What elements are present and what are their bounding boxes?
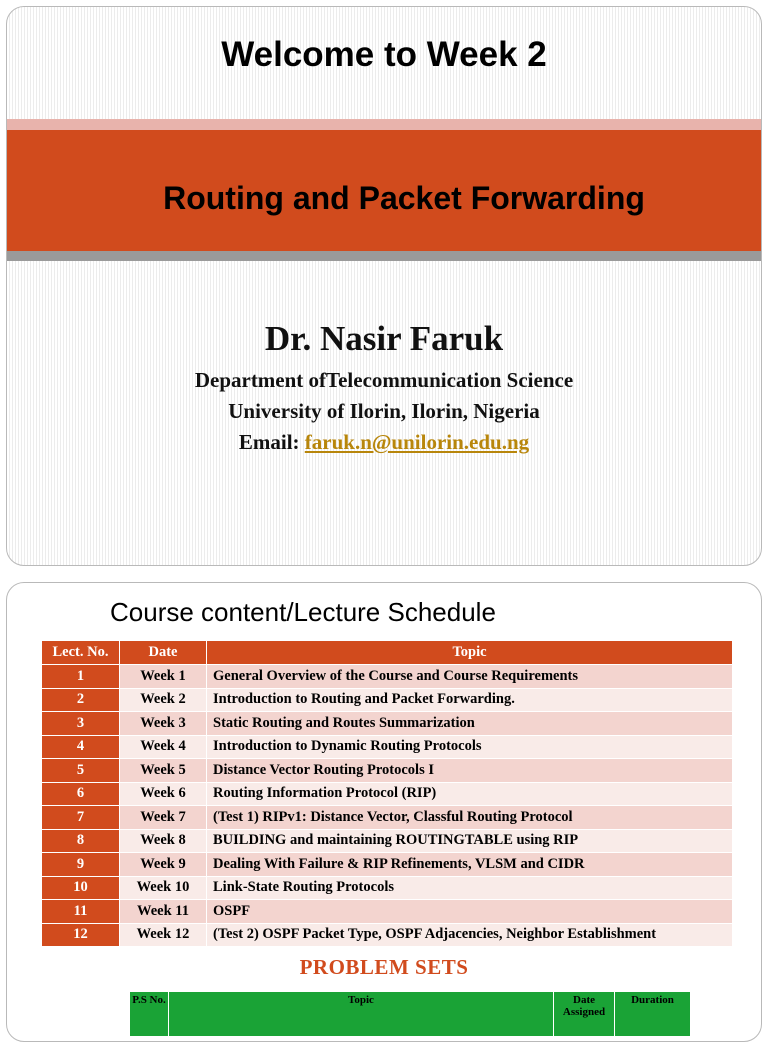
header-lect-no: Lect. No. [42, 641, 120, 665]
lect-no-cell: 7 [42, 806, 120, 830]
table-row [42, 900, 733, 924]
lect-no-cell: 4 [42, 735, 120, 759]
topic-cell: Static Routing and Routes Summarization [207, 712, 733, 736]
lect-no-cell: 6 [42, 782, 120, 806]
table-row [42, 688, 733, 712]
accent-band-bottom [7, 251, 761, 261]
date-cell: Week 8 [120, 829, 207, 853]
title-slide [6, 6, 762, 566]
lect-no-cell: 8 [42, 829, 120, 853]
header-ps-topic: Topic [169, 992, 554, 1037]
topic-cell: Routing Information Protocol (RIP) [207, 782, 733, 806]
date-cell: Week 4 [120, 735, 207, 759]
table-row [42, 829, 733, 853]
table-header-row [42, 641, 733, 665]
topic-cell: (Test 1) RIPv1: Distance Vector, Classful Routing Protocol [207, 806, 733, 830]
problem-sets-table [129, 991, 691, 1037]
lect-no-cell: 9 [42, 853, 120, 877]
date-cell: Week 9 [120, 853, 207, 877]
welcome-heading: Welcome to Week 2 [221, 35, 547, 74]
department-line: Department ofTelecommunication Science [194, 368, 574, 392]
date-cell: Week 7 [120, 806, 207, 830]
problem-sets-title: PROBLEM SETS [299, 955, 469, 979]
lecture-schedule-table [41, 640, 733, 947]
table-row [42, 876, 733, 900]
lect-no-cell: 1 [42, 665, 120, 689]
topic-cell: General Overview of the Course and Course Requirements [207, 665, 733, 689]
lect-no-cell: 12 [42, 923, 120, 947]
date-cell: Week 6 [120, 782, 207, 806]
date-cell: Week 10 [120, 876, 207, 900]
topic-cell: Introduction to Dynamic Routing Protocols [207, 735, 733, 759]
lect-no-cell: 10 [42, 876, 120, 900]
table-row [42, 712, 733, 736]
header-date-assigned: Date Assigned [554, 992, 615, 1037]
university-line: University of Ilorin, Ilorin, Nigeria [228, 399, 540, 423]
table-row [42, 853, 733, 877]
date-cell: Week 11 [120, 900, 207, 924]
topic-cell: Introduction to Routing and Packet Forwarding. [207, 688, 733, 712]
date-cell: Week 1 [120, 665, 207, 689]
topic-cell: (Test 2) OSPF Packet Type, OSPF Adjacencies, Neighbor Establishment [207, 923, 733, 947]
lect-no-cell: 5 [42, 759, 120, 783]
date-cell: Week 12 [120, 923, 207, 947]
date-cell: Week 5 [120, 759, 207, 783]
header-date: Date [120, 641, 207, 665]
problem-sets-header-row [130, 992, 691, 1037]
date-cell: Week 3 [120, 712, 207, 736]
lecture-subtitle: Routing and Packet Forwarding [163, 180, 645, 216]
header-ps-no: P.S No. [130, 992, 169, 1037]
schedule-slide [6, 582, 762, 1042]
date-cell: Week 2 [120, 688, 207, 712]
lect-no-cell: 3 [42, 712, 120, 736]
author-info [7, 365, 761, 458]
topic-cell: BUILDING and maintaining ROUTINGTABLE using RIP [207, 829, 733, 853]
table-row [42, 759, 733, 783]
topic-cell: OSPF [207, 900, 733, 924]
topic-cell: Link-State Routing Protocols [207, 876, 733, 900]
table-row [42, 923, 733, 947]
email-label: Email: [238, 430, 300, 454]
email-link[interactable]: faruk.n@unilorin.edu.ng [304, 430, 530, 454]
table-row [42, 665, 733, 689]
lect-no-cell: 11 [42, 900, 120, 924]
schedule-title: Course content/Lecture Schedule [110, 597, 496, 627]
table-row [42, 735, 733, 759]
topic-cell: Distance Vector Routing Protocols I [207, 759, 733, 783]
accent-band-top [7, 119, 761, 130]
table-row [42, 806, 733, 830]
topic-cell: Dealing With Failure & RIP Refinements, VLSM and CIDR [207, 853, 733, 877]
email-line [7, 427, 761, 458]
table-row [42, 782, 733, 806]
header-topic: Topic [207, 641, 733, 665]
title-band [7, 130, 761, 251]
lect-no-cell: 2 [42, 688, 120, 712]
header-duration: Duration [615, 992, 691, 1037]
author-name: Dr. Nasir Faruk [264, 319, 504, 358]
